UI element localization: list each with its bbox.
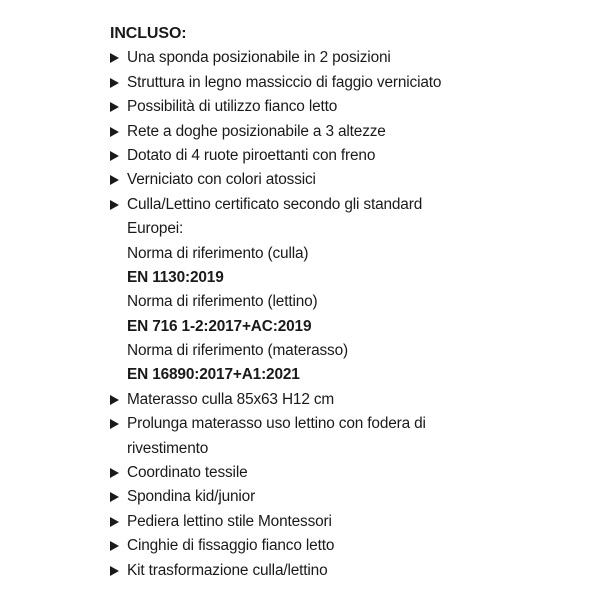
- triangle-bullet-icon: [110, 541, 119, 551]
- list-item-text: Spondina kid/junior: [127, 488, 256, 506]
- list-item: [110, 46, 570, 70]
- list-item-text: Struttura in legno massiccio di faggio verniciato: [127, 73, 442, 91]
- triangle-bullet-icon: [110, 200, 119, 210]
- list-item-text: Europei:: [127, 220, 184, 238]
- triangle-bullet-icon: [110, 151, 119, 161]
- list-item: [110, 193, 570, 217]
- list-item: [110, 71, 570, 95]
- list-item: [110, 95, 570, 119]
- list-item: [110, 412, 570, 436]
- triangle-bullet-icon: [110, 517, 119, 527]
- standard-code: [110, 363, 570, 387]
- triangle-bullet-icon: [110, 53, 119, 63]
- list-item-text: Pediera lettino stile Montessori: [127, 512, 332, 530]
- triangle-bullet-icon: [110, 102, 119, 112]
- list-item-text: Norma di riferimento (materasso): [127, 342, 348, 360]
- triangle-bullet-icon: [110, 127, 119, 137]
- list-item: [110, 144, 570, 168]
- list-item-text: Materasso culla 85x63 H12 cm: [127, 390, 335, 408]
- list-item-text: Dotato di 4 ruote piroettanti con freno: [127, 146, 376, 164]
- list-item: [110, 510, 570, 534]
- list-item: [110, 120, 570, 144]
- standard-code: [110, 266, 570, 290]
- list-item-text: Una sponda posizionabile in 2 posizioni: [127, 49, 391, 67]
- triangle-bullet-icon: [110, 175, 119, 185]
- list-item-continuation: [110, 437, 570, 461]
- list-item-text: Cinghie di fissaggio fianco letto: [127, 537, 335, 555]
- triangle-bullet-icon: [110, 419, 119, 429]
- list-item-text: Norma di riferimento (lettino): [127, 293, 318, 311]
- standard-code: [110, 315, 570, 339]
- list-item-text: Verniciato con colori atossici: [127, 171, 316, 189]
- list-item-text: Possibilità di utilizzo fianco letto: [127, 98, 338, 116]
- triangle-bullet-icon: [110, 78, 119, 88]
- list-item-text: Coordinato tessile: [127, 464, 248, 482]
- list-item: [110, 388, 570, 412]
- included-items-list: [110, 46, 570, 583]
- triangle-bullet-icon: [110, 566, 119, 576]
- list-item-text: Prolunga materasso uso lettino con fodera di: [127, 415, 426, 433]
- list-item: [110, 485, 570, 509]
- list-item-continuation: [110, 290, 570, 314]
- list-item-text: EN 716 1-2:2017+AC:2019: [127, 317, 312, 335]
- list-item-text: Kit trasformazione culla/lettino: [127, 561, 328, 579]
- list-item-text: Norma di riferimento (culla): [127, 244, 309, 262]
- included-items-document: [110, 22, 570, 583]
- list-item-continuation: [110, 339, 570, 363]
- list-item: [110, 461, 570, 485]
- triangle-bullet-icon: [110, 395, 119, 405]
- list-item: [110, 559, 570, 583]
- list-item-text: EN 1130:2019: [127, 268, 224, 286]
- section-title: INCLUSO:: [110, 25, 187, 42]
- list-item: [110, 168, 570, 192]
- triangle-bullet-icon: [110, 468, 119, 478]
- list-item-text: rivestimento: [127, 439, 209, 457]
- triangle-bullet-icon: [110, 492, 119, 502]
- list-item-continuation: [110, 217, 570, 241]
- list-item-text: Rete a doghe posizionabile a 3 altezze: [127, 122, 386, 140]
- list-item: [110, 534, 570, 558]
- list-item-text: EN 16890:2017+A1:2021: [127, 366, 300, 384]
- list-item-text: Culla/Lettino certificato secondo gli standard: [127, 195, 423, 213]
- list-item-continuation: [110, 242, 570, 266]
